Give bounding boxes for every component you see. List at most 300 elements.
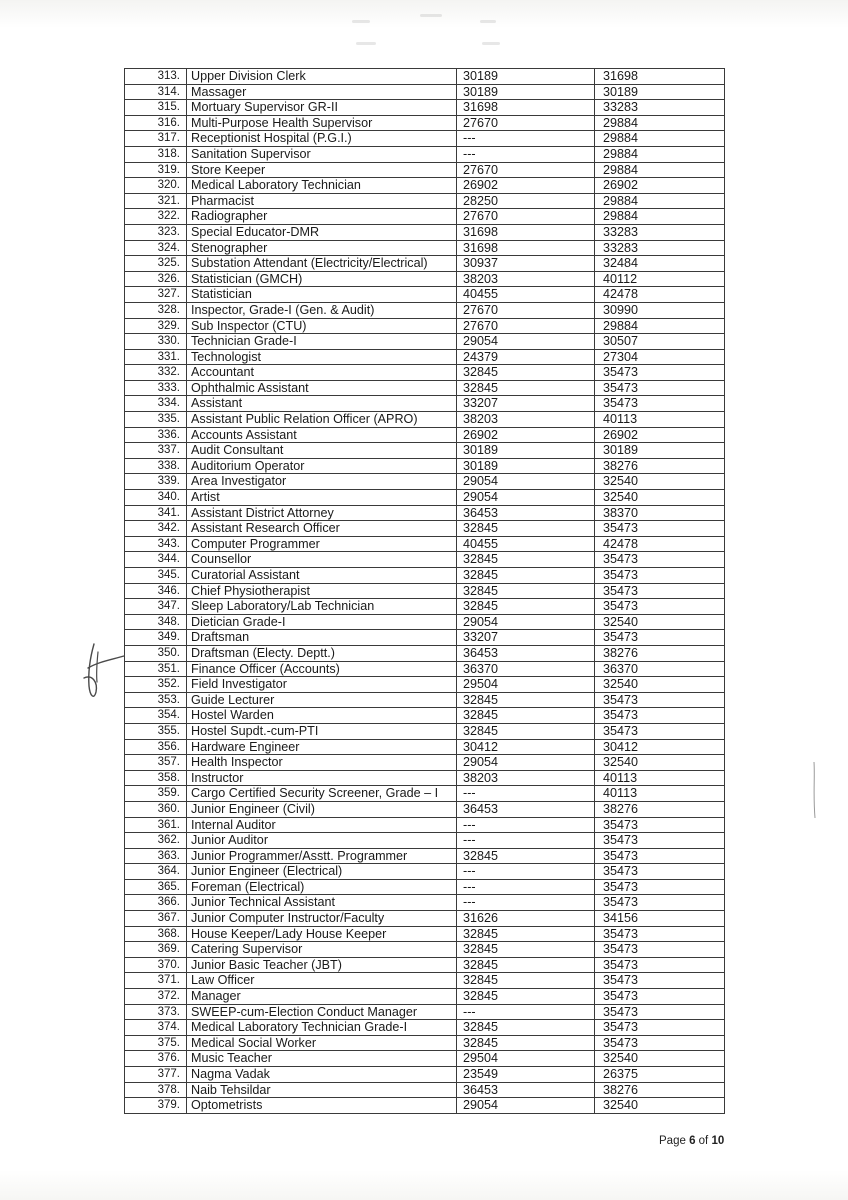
revised-pay-cell: 38276	[595, 1082, 725, 1098]
post-name-cell: Chief Physiotherapist	[187, 583, 457, 599]
serial-number-cell: 349.	[125, 630, 187, 646]
table-row	[125, 755, 725, 771]
serial-number-cell: 337.	[125, 443, 187, 459]
post-name-cell: Naib Tehsildar	[187, 1082, 457, 1098]
pay-value-cell: 29504	[457, 1051, 595, 1067]
post-name-cell: SWEEP-cum-Election Conduct Manager	[187, 1004, 457, 1020]
revised-pay-cell: 35473	[595, 568, 725, 584]
revised-pay-cell: 42478	[595, 287, 725, 303]
serial-number-cell: 321.	[125, 193, 187, 209]
pay-value-cell: 32845	[457, 552, 595, 568]
pay-value-cell: 32845	[457, 723, 595, 739]
table-row	[125, 380, 725, 396]
post-name-cell: Instructor	[187, 770, 457, 786]
serial-number-cell: 336.	[125, 427, 187, 443]
pay-value-cell: 40455	[457, 536, 595, 552]
table-row	[125, 1098, 725, 1114]
table-row	[125, 115, 725, 131]
serial-number-cell: 319.	[125, 162, 187, 178]
serial-number-cell: 323.	[125, 224, 187, 240]
pay-value-cell: 36453	[457, 1082, 595, 1098]
table-row	[125, 552, 725, 568]
revised-pay-cell: 35473	[595, 848, 725, 864]
table-row	[125, 427, 725, 443]
pay-value-cell: 27670	[457, 209, 595, 225]
serial-number-cell: 352.	[125, 677, 187, 693]
revised-pay-cell: 35473	[595, 599, 725, 615]
pay-value-cell: 29054	[457, 474, 595, 490]
serial-number-cell: 333.	[125, 380, 187, 396]
table-row	[125, 739, 725, 755]
serial-number-cell: 347.	[125, 599, 187, 615]
revised-pay-cell: 35473	[595, 552, 725, 568]
post-name-cell: Health Inspector	[187, 755, 457, 771]
pay-value-cell: 30189	[457, 443, 595, 459]
table-row	[125, 318, 725, 334]
revised-pay-cell: 35473	[595, 396, 725, 412]
table-row	[125, 1082, 725, 1098]
revised-pay-cell: 29884	[595, 162, 725, 178]
serial-number-cell: 350.	[125, 645, 187, 661]
table-row	[125, 723, 725, 739]
post-name-cell: Mortuary Supervisor GR-II	[187, 100, 457, 116]
pay-value-cell: 32845	[457, 568, 595, 584]
table-row	[125, 271, 725, 287]
page-of: of	[695, 1135, 712, 1147]
pay-value-cell: 32845	[457, 957, 595, 973]
post-name-cell: Hostel Warden	[187, 708, 457, 724]
post-name-cell: Junior Engineer (Electrical)	[187, 864, 457, 880]
bleed-through-marks	[330, 8, 510, 58]
table-row	[125, 583, 725, 599]
revised-pay-cell: 40113	[595, 770, 725, 786]
table-row	[125, 568, 725, 584]
table-row	[125, 131, 725, 147]
revised-pay-cell: 32540	[595, 474, 725, 490]
post-name-cell: Pharmacist	[187, 193, 457, 209]
post-name-cell: Upper Division Clerk	[187, 69, 457, 85]
pay-value-cell: 40455	[457, 287, 595, 303]
serial-number-cell: 356.	[125, 739, 187, 755]
pay-value-cell: 27670	[457, 318, 595, 334]
revised-pay-cell: 34156	[595, 911, 725, 927]
post-name-cell: Sleep Laboratory/Lab Technician	[187, 599, 457, 615]
serial-number-cell: 371.	[125, 973, 187, 989]
table-row	[125, 677, 725, 693]
serial-number-cell: 329.	[125, 318, 187, 334]
revised-pay-cell: 35473	[595, 1020, 725, 1036]
pay-value-cell: 36370	[457, 661, 595, 677]
post-name-cell: Catering Supervisor	[187, 942, 457, 958]
pay-value-cell: ---	[457, 864, 595, 880]
serial-number-cell: 317.	[125, 131, 187, 147]
serial-number-cell: 375.	[125, 1035, 187, 1051]
pay-value-cell: 33207	[457, 630, 595, 646]
post-name-cell: Junior Engineer (Civil)	[187, 801, 457, 817]
table-row	[125, 349, 725, 365]
table-row	[125, 708, 725, 724]
pay-value-cell: 33207	[457, 396, 595, 412]
serial-number-cell: 322.	[125, 209, 187, 225]
pay-value-cell: ---	[457, 895, 595, 911]
post-name-cell: Junior Auditor	[187, 833, 457, 849]
post-name-cell: Field Investigator	[187, 677, 457, 693]
revised-pay-cell: 35473	[595, 365, 725, 381]
table-row	[125, 599, 725, 615]
revised-pay-cell: 29884	[595, 209, 725, 225]
pay-value-cell: 32845	[457, 708, 595, 724]
serial-number-cell: 366.	[125, 895, 187, 911]
serial-number-cell: 351.	[125, 661, 187, 677]
post-name-cell: Accounts Assistant	[187, 427, 457, 443]
pay-value-cell: 30412	[457, 739, 595, 755]
serial-number-cell: 320.	[125, 178, 187, 194]
serial-number-cell: 341.	[125, 505, 187, 521]
post-name-cell: Medical Social Worker	[187, 1035, 457, 1051]
post-name-cell: Guide Lecturer	[187, 692, 457, 708]
serial-number-cell: 325.	[125, 256, 187, 272]
table-row	[125, 1051, 725, 1067]
revised-pay-cell: 35473	[595, 380, 725, 396]
table-row	[125, 614, 725, 630]
pay-value-cell: 24379	[457, 349, 595, 365]
table-row	[125, 1020, 725, 1036]
post-name-cell: Internal Auditor	[187, 817, 457, 833]
pay-value-cell: ---	[457, 786, 595, 802]
table-row	[125, 193, 725, 209]
pay-value-cell: 36453	[457, 505, 595, 521]
table-row	[125, 957, 725, 973]
serial-number-cell: 368.	[125, 926, 187, 942]
table-row	[125, 661, 725, 677]
revised-pay-cell: 35473	[595, 817, 725, 833]
pay-value-cell: 32845	[457, 365, 595, 381]
pay-value-cell: 31698	[457, 224, 595, 240]
revised-pay-cell: 30189	[595, 84, 725, 100]
table-row	[125, 474, 725, 490]
post-name-cell: Curatorial Assistant	[187, 568, 457, 584]
serial-number-cell: 318.	[125, 146, 187, 162]
revised-pay-cell: 35473	[595, 942, 725, 958]
post-name-cell: Multi-Purpose Health Supervisor	[187, 115, 457, 131]
serial-number-cell: 330.	[125, 334, 187, 350]
post-name-cell: Special Educator-DMR	[187, 224, 457, 240]
revised-pay-cell: 35473	[595, 926, 725, 942]
post-name-cell: Dietician Grade-I	[187, 614, 457, 630]
pay-value-cell: 29054	[457, 755, 595, 771]
serial-number-cell: 376.	[125, 1051, 187, 1067]
revised-pay-cell: 36370	[595, 661, 725, 677]
serial-number-cell: 367.	[125, 911, 187, 927]
post-name-cell: Junior Basic Teacher (JBT)	[187, 957, 457, 973]
table-row	[125, 84, 725, 100]
serial-number-cell: 359.	[125, 786, 187, 802]
revised-pay-cell: 33283	[595, 224, 725, 240]
table-row	[125, 911, 725, 927]
post-name-cell: Counsellor	[187, 552, 457, 568]
revised-pay-cell: 26902	[595, 427, 725, 443]
pay-value-cell: 32845	[457, 1020, 595, 1036]
table-row	[125, 630, 725, 646]
post-name-cell: Stenographer	[187, 240, 457, 256]
pay-value-cell: 30189	[457, 458, 595, 474]
revised-pay-cell: 35473	[595, 879, 725, 895]
pay-value-cell: ---	[457, 817, 595, 833]
signature-mark	[76, 638, 126, 704]
revised-pay-cell: 35473	[595, 989, 725, 1005]
pay-value-cell: 30189	[457, 84, 595, 100]
post-name-cell: Medical Laboratory Technician Grade-I	[187, 1020, 457, 1036]
revised-pay-cell: 32484	[595, 256, 725, 272]
serial-number-cell: 363.	[125, 848, 187, 864]
pay-value-cell: 32845	[457, 942, 595, 958]
post-name-cell: Substation Attendant (Electricity/Electrical)	[187, 256, 457, 272]
revised-pay-cell: 35473	[595, 630, 725, 646]
revised-pay-cell: 35473	[595, 833, 725, 849]
post-name-cell: Music Teacher	[187, 1051, 457, 1067]
serial-number-cell: 328.	[125, 302, 187, 318]
revised-pay-cell: 27304	[595, 349, 725, 365]
serial-number-cell: 339.	[125, 474, 187, 490]
serial-number-cell: 335.	[125, 412, 187, 428]
serial-number-cell: 374.	[125, 1020, 187, 1036]
revised-pay-cell: 35473	[595, 957, 725, 973]
revised-pay-cell: 32540	[595, 614, 725, 630]
serial-number-cell: 327.	[125, 287, 187, 303]
serial-number-cell: 348.	[125, 614, 187, 630]
post-name-cell: Assistant Research Officer	[187, 521, 457, 537]
table-row	[125, 224, 725, 240]
serial-number-cell: 365.	[125, 879, 187, 895]
revised-pay-cell: 32540	[595, 755, 725, 771]
pay-value-cell: 31626	[457, 911, 595, 927]
table-row	[125, 1067, 725, 1083]
revised-pay-cell: 33283	[595, 240, 725, 256]
serial-number-cell: 338.	[125, 458, 187, 474]
table-row	[125, 256, 725, 272]
table-row	[125, 521, 725, 537]
serial-number-cell: 345.	[125, 568, 187, 584]
post-name-cell: Computer Programmer	[187, 536, 457, 552]
pay-value-cell: 29054	[457, 490, 595, 506]
serial-number-cell: 315.	[125, 100, 187, 116]
pay-value-cell: 32845	[457, 989, 595, 1005]
revised-pay-cell: 38276	[595, 801, 725, 817]
revised-pay-cell: 31698	[595, 69, 725, 85]
post-name-cell: Technician Grade-I	[187, 334, 457, 350]
serial-number-cell: 372.	[125, 989, 187, 1005]
pay-value-cell: 36453	[457, 645, 595, 661]
post-name-cell: Sub Inspector (CTU)	[187, 318, 457, 334]
serial-number-cell: 357.	[125, 755, 187, 771]
post-name-cell: Assistant	[187, 396, 457, 412]
pay-value-cell: ---	[457, 879, 595, 895]
post-name-cell: Junior Technical Assistant	[187, 895, 457, 911]
table-row	[125, 162, 725, 178]
serial-number-cell: 342.	[125, 521, 187, 537]
serial-number-cell: 343.	[125, 536, 187, 552]
serial-number-cell: 324.	[125, 240, 187, 256]
post-name-cell: Receptionist Hospital (P.G.I.)	[187, 131, 457, 147]
serial-number-cell: 316.	[125, 115, 187, 131]
post-name-cell: Accountant	[187, 365, 457, 381]
revised-pay-cell: 42478	[595, 536, 725, 552]
revised-pay-cell: 26902	[595, 178, 725, 194]
margin-mark	[808, 760, 822, 820]
serial-number-cell: 326.	[125, 271, 187, 287]
pay-value-cell: 32845	[457, 848, 595, 864]
pay-value-cell: 29504	[457, 677, 595, 693]
table-row	[125, 209, 725, 225]
table-row	[125, 178, 725, 194]
table-row	[125, 412, 725, 428]
serial-number-cell: 361.	[125, 817, 187, 833]
pay-value-cell: 38203	[457, 412, 595, 428]
revised-pay-cell: 38370	[595, 505, 725, 521]
pay-value-cell: 27670	[457, 115, 595, 131]
pay-value-cell: 31698	[457, 240, 595, 256]
table-body	[125, 69, 725, 1114]
table-row	[125, 926, 725, 942]
post-name-cell: Optometrists	[187, 1098, 457, 1114]
post-name-cell: Sanitation Supervisor	[187, 146, 457, 162]
table-row	[125, 833, 725, 849]
post-name-cell: Foreman (Electrical)	[187, 879, 457, 895]
table-row	[125, 505, 725, 521]
serial-number-cell: 373.	[125, 1004, 187, 1020]
pay-value-cell: 32845	[457, 599, 595, 615]
serial-number-cell: 344.	[125, 552, 187, 568]
pay-value-cell: 32845	[457, 973, 595, 989]
revised-pay-cell: 40113	[595, 786, 725, 802]
post-name-cell: Assistant District Attorney	[187, 505, 457, 521]
table-row	[125, 458, 725, 474]
table-row	[125, 490, 725, 506]
revised-pay-cell: 35473	[595, 723, 725, 739]
pay-value-cell: 27670	[457, 302, 595, 318]
table-row	[125, 396, 725, 412]
table-row	[125, 334, 725, 350]
serial-number-cell: 360.	[125, 801, 187, 817]
revised-pay-cell: 40112	[595, 271, 725, 287]
post-name-cell: Area Investigator	[187, 474, 457, 490]
revised-pay-cell: 40113	[595, 412, 725, 428]
pay-value-cell: 32845	[457, 1035, 595, 1051]
page-number	[659, 1135, 724, 1147]
revised-pay-cell: 29884	[595, 146, 725, 162]
post-name-cell: Inspector, Grade-I (Gen. & Audit)	[187, 302, 457, 318]
revised-pay-cell: 38276	[595, 458, 725, 474]
revised-pay-cell: 30990	[595, 302, 725, 318]
table-row	[125, 942, 725, 958]
pay-value-cell: 26902	[457, 178, 595, 194]
pay-value-cell: ---	[457, 833, 595, 849]
table-row	[125, 848, 725, 864]
revised-pay-cell: 29884	[595, 115, 725, 131]
revised-pay-cell: 29884	[595, 131, 725, 147]
table-row	[125, 146, 725, 162]
serial-number-cell: 313.	[125, 69, 187, 85]
pay-value-cell: 29054	[457, 614, 595, 630]
post-name-cell: Ophthalmic Assistant	[187, 380, 457, 396]
post-name-cell: Statistician (GMCH)	[187, 271, 457, 287]
post-name-cell: Junior Programmer/Asstt. Programmer	[187, 848, 457, 864]
revised-pay-cell: 29884	[595, 193, 725, 209]
pay-value-cell: 30937	[457, 256, 595, 272]
post-name-cell: Hardware Engineer	[187, 739, 457, 755]
table-row	[125, 692, 725, 708]
post-name-cell: Junior Computer Instructor/Faculty	[187, 911, 457, 927]
current-page: 6	[689, 1135, 696, 1147]
pay-value-cell: 32845	[457, 583, 595, 599]
serial-number-cell: 369.	[125, 942, 187, 958]
revised-pay-cell: 32540	[595, 1051, 725, 1067]
revised-pay-cell: 30412	[595, 739, 725, 755]
revised-pay-cell: 35473	[595, 692, 725, 708]
serial-number-cell: 364.	[125, 864, 187, 880]
post-name-cell: Massager	[187, 84, 457, 100]
post-name-cell: Store Keeper	[187, 162, 457, 178]
revised-pay-cell: 38276	[595, 645, 725, 661]
pay-value-cell: ---	[457, 131, 595, 147]
post-name-cell: Hostel Supdt.-cum-PTI	[187, 723, 457, 739]
revised-pay-cell: 35473	[595, 895, 725, 911]
revised-pay-cell: 33283	[595, 100, 725, 116]
revised-pay-cell: 30189	[595, 443, 725, 459]
table-row	[125, 287, 725, 303]
pay-value-cell: 27670	[457, 162, 595, 178]
pay-value-cell: 29054	[457, 334, 595, 350]
serial-number-cell: 346.	[125, 583, 187, 599]
revised-pay-cell: 35473	[595, 583, 725, 599]
pay-value-cell: 32845	[457, 692, 595, 708]
table-row	[125, 536, 725, 552]
revised-pay-cell: 32540	[595, 490, 725, 506]
pay-scale-table	[124, 68, 725, 1114]
table-row	[125, 240, 725, 256]
revised-pay-cell: 32540	[595, 1098, 725, 1114]
pay-value-cell: 31698	[457, 100, 595, 116]
table-row	[125, 645, 725, 661]
post-name-cell: Medical Laboratory Technician	[187, 178, 457, 194]
pay-value-cell: 26902	[457, 427, 595, 443]
revised-pay-cell: 35473	[595, 1035, 725, 1051]
post-name-cell: Manager	[187, 989, 457, 1005]
post-name-cell: Artist	[187, 490, 457, 506]
pay-value-cell: 23549	[457, 1067, 595, 1083]
post-name-cell: Nagma Vadak	[187, 1067, 457, 1083]
revised-pay-cell: 35473	[595, 864, 725, 880]
pay-value-cell: 28250	[457, 193, 595, 209]
table-row	[125, 770, 725, 786]
pay-value-cell: 30189	[457, 69, 595, 85]
post-name-cell: Draftsman (Electy. Deptt.)	[187, 645, 457, 661]
post-name-cell: Audit Consultant	[187, 443, 457, 459]
post-name-cell: Assistant Public Relation Officer (APRO)	[187, 412, 457, 428]
revised-pay-cell: 32540	[595, 677, 725, 693]
post-name-cell: Finance Officer (Accounts)	[187, 661, 457, 677]
pay-value-cell: 29054	[457, 1098, 595, 1114]
pay-value-cell: 38203	[457, 271, 595, 287]
pay-value-cell: 32845	[457, 380, 595, 396]
post-name-cell: Law Officer	[187, 973, 457, 989]
serial-number-cell: 355.	[125, 723, 187, 739]
serial-number-cell: 354.	[125, 708, 187, 724]
table-row	[125, 989, 725, 1005]
pay-value-cell: 38203	[457, 770, 595, 786]
revised-pay-cell: 26375	[595, 1067, 725, 1083]
revised-pay-cell: 35473	[595, 521, 725, 537]
